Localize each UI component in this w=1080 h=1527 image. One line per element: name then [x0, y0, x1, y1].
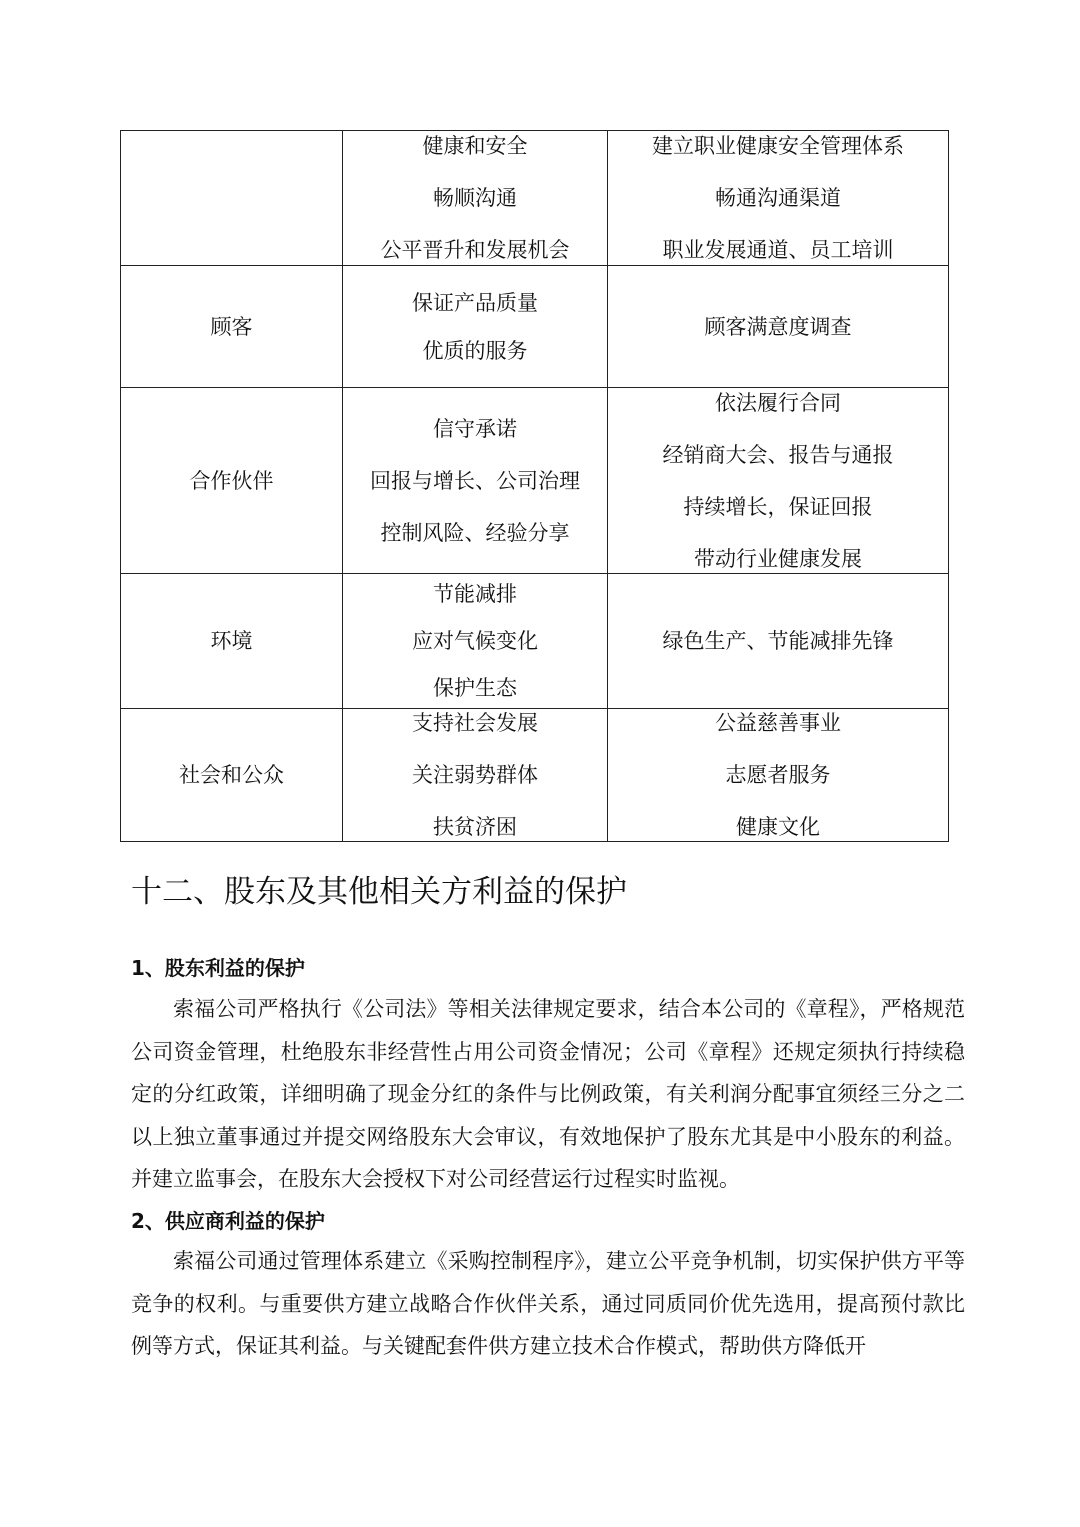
response-item: 畅通沟通渠道	[715, 186, 841, 210]
stakeholder-cell	[121, 131, 343, 266]
subsection-heading-shareholders: 1、股东利益的保护	[131, 956, 305, 980]
response-item: 绿色生产、节能减排先锋	[662, 629, 894, 653]
response-item: 建立职业健康安全管理体系	[652, 134, 904, 158]
concerns-cell	[343, 131, 608, 266]
concerns-cell	[343, 574, 608, 709]
concern-item: 保证产品质量	[412, 290, 538, 315]
concern-item: 信守承诺	[433, 416, 517, 441]
response-item: 志愿者服务	[725, 763, 831, 787]
responses-cell	[608, 574, 949, 709]
concern-item: 扶贫济困	[433, 815, 517, 839]
concern-item: 畅顺沟通	[433, 186, 517, 210]
response-item: 公益慈善事业	[715, 711, 841, 735]
response-item: 依法履行合同	[715, 390, 841, 415]
table-row	[121, 131, 949, 266]
response-item: 持续增长，保证回报	[683, 494, 873, 519]
concern-item: 保护生态	[433, 676, 517, 700]
table-row	[121, 388, 949, 574]
response-item: 顾客满意度调查	[704, 314, 852, 339]
responses-cell	[608, 709, 949, 842]
concern-item: 关注弱势群体	[412, 763, 538, 787]
responses-cell	[608, 131, 949, 266]
concern-item: 回报与增长、公司治理	[370, 468, 580, 493]
concern-item: 应对气候变化	[412, 629, 538, 653]
stakeholder-cell: 顾客	[121, 266, 343, 388]
concern-item: 健康和安全	[422, 134, 528, 158]
response-item: 健康文化	[736, 815, 820, 839]
response-item: 职业发展通道、员工培训	[662, 238, 894, 262]
concern-item: 节能减排	[433, 582, 517, 606]
table-row	[121, 709, 949, 842]
stakeholder-cell: 环境	[121, 574, 343, 709]
stakeholder-cell: 社会和公众	[121, 709, 343, 842]
paragraph-shareholders: 索福公司严格执行《公司法》等相关法律规定要求，结合本公司的《章程》，严格规范公司资金管理，杜绝股东非经营性占用公司资金情况；公司《章程》还规定须执行持续稳定的分红政策，详细明确了现金分红的条件与比例政策，有关利润分配事宜须经三分之二以上独立董事通过并提交网络股东大会审议，有效地保护了股东尤其是中小股东的利益。并建立监事会，在股东大会授权下对公司经营运行过程实时监视。	[131, 997, 965, 1191]
section-title: 十二、股东及其他相关方利益的保护	[131, 874, 627, 910]
concern-item: 控制风险、经验分享	[380, 520, 570, 545]
concerns-cell	[343, 709, 608, 842]
concern-item: 公平晋升和发展机会	[380, 238, 570, 262]
stakeholder-cell: 合作伙伴	[121, 388, 343, 574]
stakeholder-table	[120, 130, 949, 842]
concern-item: 优质的服务	[422, 338, 528, 363]
response-item: 经销商大会、报告与通报	[662, 442, 894, 467]
table-row	[121, 574, 949, 709]
subsection-heading-suppliers: 2、供应商利益的保护	[131, 1209, 325, 1233]
responses-cell	[608, 266, 949, 388]
concerns-cell	[343, 388, 608, 574]
concern-item: 支持社会发展	[412, 711, 538, 735]
responses-cell	[608, 388, 949, 574]
table-row	[121, 266, 949, 388]
response-item: 带动行业健康发展	[694, 546, 862, 571]
concerns-cell	[343, 266, 608, 388]
paragraph-suppliers: 索福公司通过管理体系建立《采购控制程序》，建立公平竞争机制，切实保护供方平等竞争的权利。与重要供方建立战略合作伙伴关系，通过同质同价优先选用，提高预付款比例等方式，保证其利益。与关键配套件供方建立技术合作模式，帮助供方降低开	[131, 1249, 965, 1358]
